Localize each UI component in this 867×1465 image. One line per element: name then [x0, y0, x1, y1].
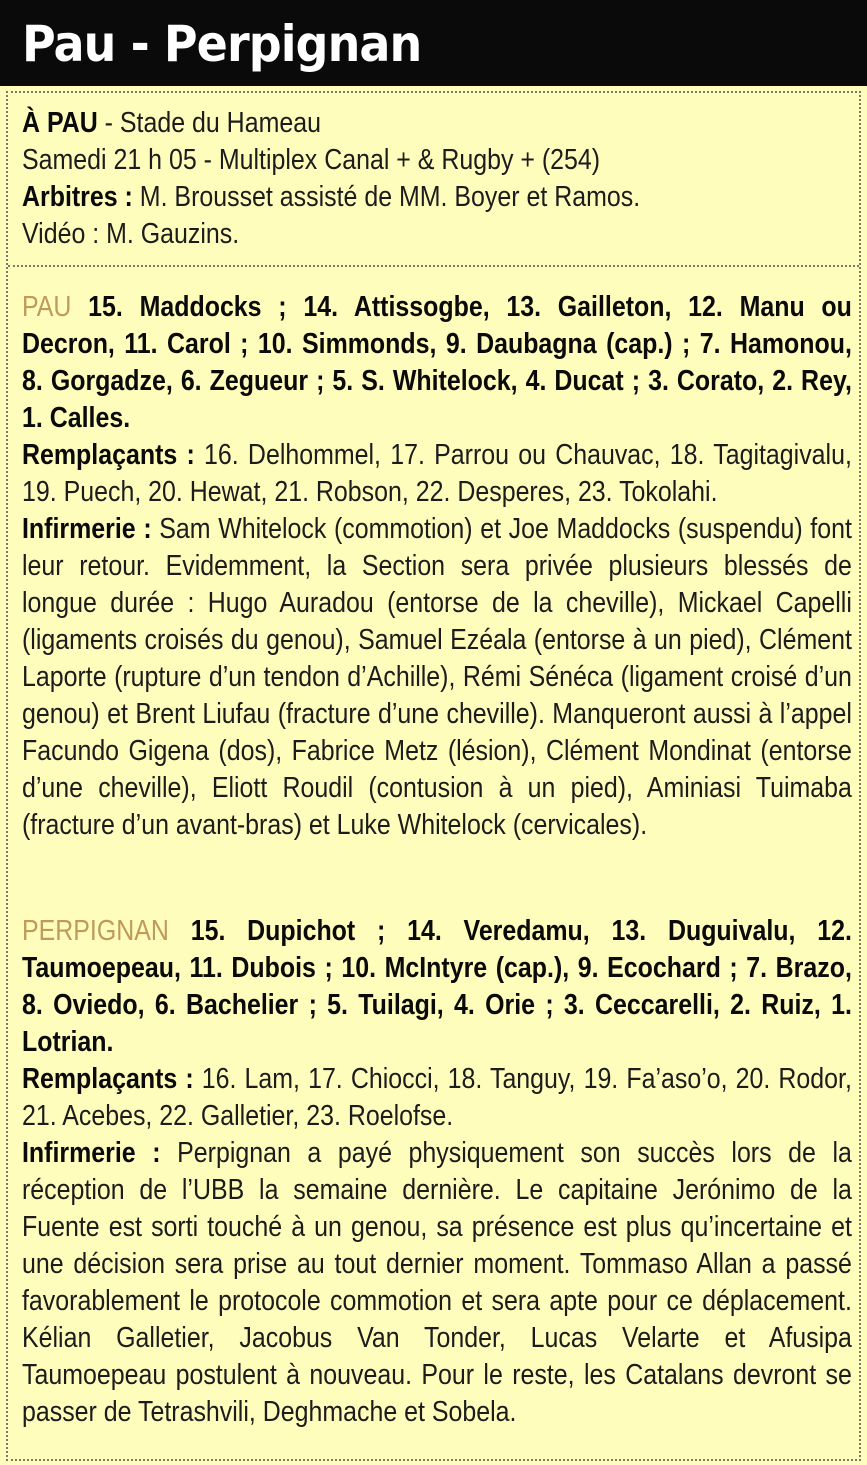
- referees-line: [22, 179, 852, 216]
- match-info-box: [6, 91, 861, 1461]
- perpignan-lineup: [22, 913, 852, 1061]
- perpignan-injury-label: Infirmerie :: [22, 1137, 161, 1169]
- location-text: - Stade du Hameau: [97, 107, 321, 139]
- pau-injuries: [22, 511, 852, 844]
- pau-subs: [22, 437, 852, 511]
- perpignan-subs-text: 16. Lam, 17. Chiocci, 18. Tanguy, 19. Fa’aso’o, 20. Rodor, 21. Acebes, 22. Galletier, 23. Roelofse.: [22, 1063, 852, 1132]
- perpignan-injuries: [22, 1135, 852, 1431]
- pau-injury-text: Sam Whitelock (commotion) et Joe Maddocks (suspendu) font leur retour. Evidemment, la Section sera privée plusieurs blessés de longue durée : Hugo Auradou (entorse de la cheville), Mickael Capelli (ligaments croisés du genou), Samuel Ezéala (entorse à un pied), Clément Laporte (rupture d’un tendon d’Achille), Rémi Sénéca (ligament croisé d’un genou) et Brent Liufau (fracture d’une cheville). Manqueront aussi à l’appel Facundo Gigena (dos), Fabrice Metz (lésion), Clément Mondinat (entorse d’une cheville), Eliott Roudil (contusion à un pied), Aminiasi Tuimaba (fracture d’un avant-bras) et Luke Whitelock (cervicales).: [22, 513, 852, 841]
- pau-subs-text: 16. Delhommel, 17. Parrou ou Chauvac, 18. Tagitagivalu, 19. Puech, 20. Hewat, 21. Robson, 22. Desperes, 23. Tokolahi.: [22, 439, 852, 508]
- section-divider: [8, 265, 859, 267]
- team-name-perpignan: PERPIGNAN: [22, 915, 169, 947]
- location-label: À PAU: [22, 107, 98, 139]
- video-line: Vidéo : M. Gauzins.: [22, 218, 240, 250]
- pau-section: [22, 289, 852, 844]
- pau-lineup: [22, 289, 852, 437]
- pau-subs-label: Remplaçants :: [22, 439, 195, 471]
- pau-lineup-text: 15. Maddocks ; 14. Attissogbe, 13. Gailleton, 12. Manu ou Decron, 11. Carol ; 10. Simmonds, 9. Daubagna (cap.) ; 7. Hamonou, 8. Gorgadze, 6. Zegueur ; 5. S. Whitelock, 4. Ducat ; 3. Corato, 2. Rey, 1. Calles.: [22, 291, 852, 434]
- perpignan-subs: [22, 1061, 852, 1135]
- perpignan-lineup-text: 15. Dupichot ; 14. Veredamu, 13. Duguivalu, 12. Taumoepeau, 11. Dubois ; 10. McIntyre (cap.), 9. Ecochard ; 7. Brazo, 8. Oviedo, 6. Bachelier ; 5. Tuilagi, 4. Orie ; 3. Ceccarelli, 2. Ruiz, 1. Lotrian.: [22, 915, 852, 1058]
- pau-injury-label: Infirmerie :: [22, 513, 152, 545]
- broadcast-line: Samedi 21 h 05 - Multiplex Canal + & Rugby + (254): [22, 144, 601, 176]
- referees-text: M. Brousset assisté de MM. Boyer et Ramos.: [132, 181, 641, 213]
- venue-line: [22, 105, 852, 142]
- perpignan-section: [22, 913, 852, 1431]
- referees-label: Arbitres :: [22, 181, 133, 213]
- team-name-pau: PAU: [22, 291, 72, 323]
- title-bar: [0, 0, 867, 86]
- page-title: Pau - Perpignan: [22, 15, 422, 73]
- venue-section: [22, 105, 852, 253]
- perpignan-subs-label: Remplaçants :: [22, 1063, 194, 1095]
- perpignan-injury-text: Perpignan a payé physiquement son succès lors de la réception de l’UBB la semaine dernière. Le capitaine Jerónimo de la Fuente est sorti touché à un genou, sa présence est plus qu’incertaine et une décision sera prise au tout dernier moment. Tommaso Allan a passé favorablement le protocole commotion et sera apte pour ce déplacement. Kélian Galletier, Jacobus Van Tonder, Lucas Velarte et Afusipa Taumoepeau postulent à nouveau. Pour le reste, les Catalans devront se passer de Tetrashvili, Deghmache et Sobela.: [22, 1137, 852, 1428]
